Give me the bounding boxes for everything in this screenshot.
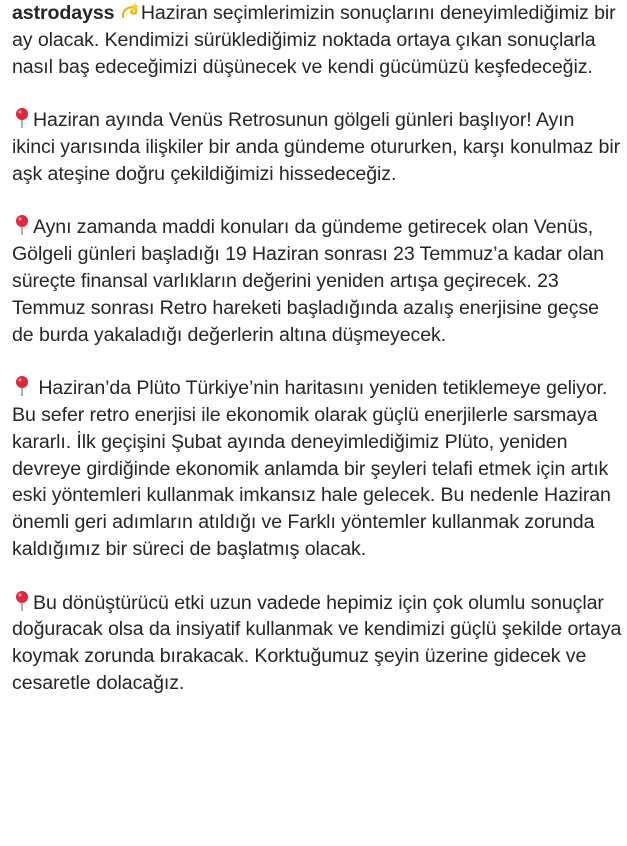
post-caption: [12, 0, 622, 697]
caption-paragraph: [12, 590, 622, 697]
round-pushpin-icon: [12, 107, 32, 129]
paragraph-text: Bu dönüştürücü etki uzun vadede hepimiz için çok olumlu sonuçlar doğuracak olsa da insiyatif kullanmak ve kendimizi güçlü şekilde ortaya koymak zorunda bırakacak. Korktuğumuz şeyin üzerine gidecek ve cesaretle dolacağız.: [12, 591, 622, 694]
caption-intro: [12, 0, 622, 80]
username-link[interactable]: astrodayss: [12, 2, 115, 24]
paragraph-text: Haziran’da Plüto Türkiye’nin haritasını yeniden tetiklemeye geliyor. Bu sefer retro enerjisi ile ekonomik olarak güçlü enerjilerle sarsmaya kararlı. İlk geçişini Şubat ayında deneyimlediğimiz Plüto, yeniden devreye girdiğinde ekonomik anlamda bir şeyleri telafi etmek için artık eski yöntemleri kullanmak imkansız hale gelecek. Bu nedenle Haziran önemli geri adımların atıldığı ve Farklı yöntemler kullanmak zorunda kaldığımız bir süreci de başlatmış olacak.: [12, 377, 611, 560]
round-pushpin-icon: [12, 375, 32, 397]
round-pushpin-icon: [12, 590, 32, 612]
round-pushpin-icon: [12, 214, 32, 236]
paragraph-text: Aynı zamanda maddi konuları da gündeme getirecek olan Venüs, Gölgeli günleri başladığı 19 Haziran sonrası 23 Temmuz’a kadar olan süreçte finansal varlıkların değerini yeniden artışa geçirecek. 23 Temmuz sonrası Retro hareketi başladığında azalış enerjisine geçse de burda yakaladığı değerlerin altına düşmeyecek.: [12, 216, 604, 346]
paragraph-text: Haziran ayında Venüs Retrosunun gölgeli günleri başlıyor! Ayın ikinci yarısında ilişkiler bir anda gündeme otururken, karşı konulmaz bir aşk ateşine doğru çekildiğimizi hissedeceğiz.: [12, 109, 620, 185]
caption-paragraph: [12, 375, 622, 563]
dizzy-star-icon: [120, 0, 140, 22]
intro-text: Haziran seçimlerimizin sonuçlarını deneyimlediğimiz bir ay olacak. Kendimizi sürüklediğimiz noktada ortaya çıkan sonuçlarla nasıl baş edeceğimizi düşünecek ve kendi gücümüzü keşfedeceğiz.: [12, 2, 616, 78]
caption-paragraph: [12, 107, 622, 187]
caption-paragraph: [12, 214, 622, 348]
